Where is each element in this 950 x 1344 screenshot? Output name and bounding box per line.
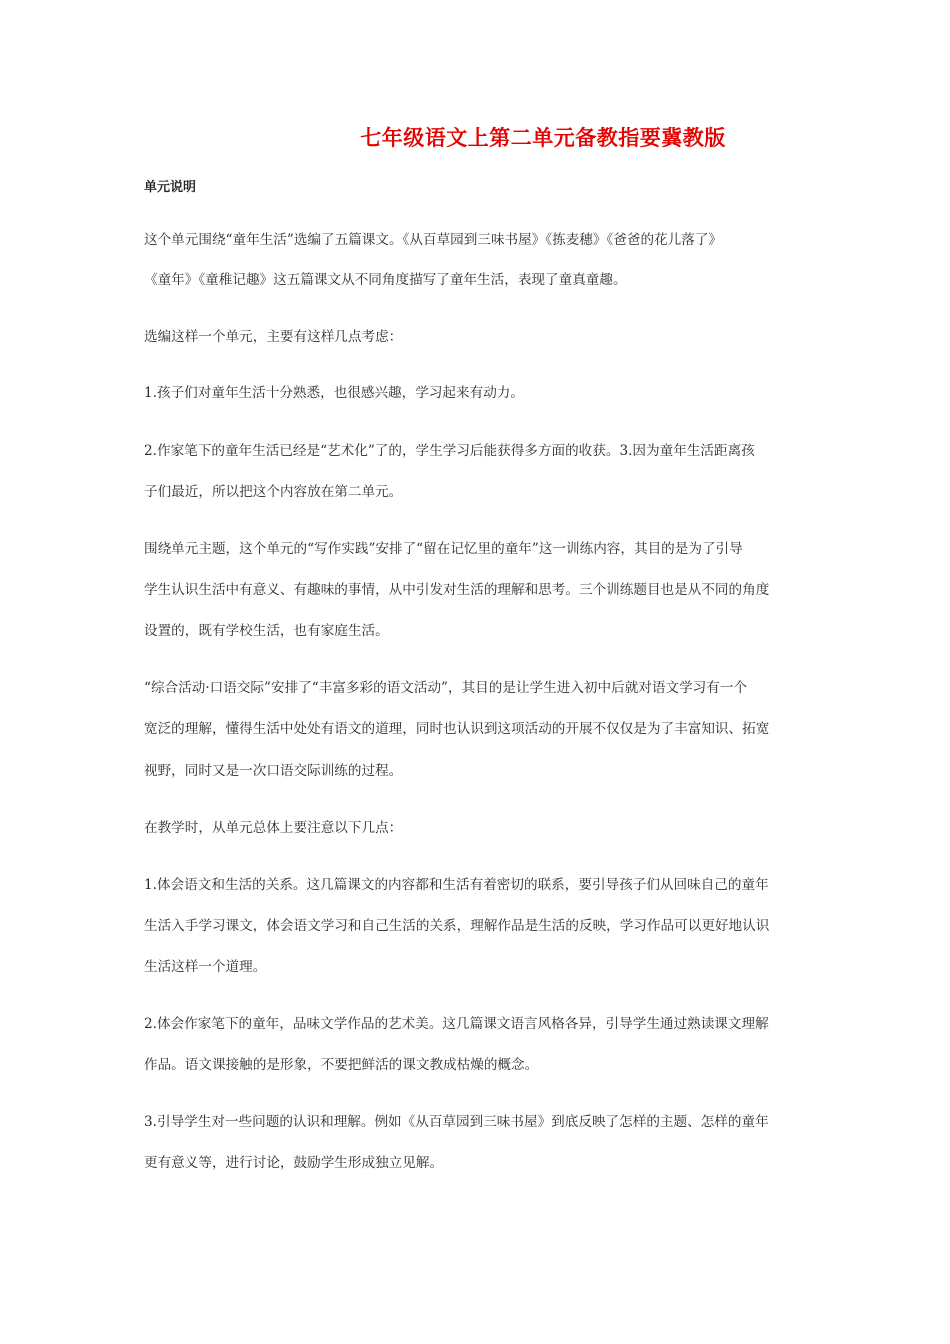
paragraph-line: 更有意义等，进行讨论，鼓励学生形成独立见解。	[144, 1155, 444, 1171]
paragraph-line: 在教学时，从单元总体上要注意以下几点：	[144, 820, 403, 836]
paragraph-line: 选编这样一个单元，主要有这样几点考虑：	[144, 329, 403, 345]
paragraph-line: 子们最近，所以把这个内容放在第二单元。	[144, 484, 403, 500]
paragraph-line: 宽泛的理解，懂得生活中处处有语文的道理，同时也认识到这项活动的开展不仅仅是为了丰富知识、拓宽	[144, 721, 770, 737]
paragraph-line: 生活这样一个道理。	[144, 959, 267, 975]
paragraph-line: 这个单元围绕“童年生活”选编了五篇课文。《从百草园到三味书屋》《拣麦穗》《爸爸的花儿落了》	[144, 232, 723, 248]
paragraph-line: 2.体会作家笔下的童年，品味文学作品的艺术美。这几篇课文语言风格各异，引导学生通过熟读课文理解	[144, 1016, 769, 1032]
paragraph-line: 《童年》《童稚记趣》这五篇课文从不同角度描写了童年生活，表现了童真童趣。	[144, 272, 627, 288]
paragraph-line: 2.作家笔下的童年生活已经是“艺术化”了的，学生学习后能获得多方面的收获。3.因为童年生活距离孩	[144, 443, 755, 459]
paragraph-line: “综合活动·口语交际”安排了“丰富多彩的语文活动”，其目的是让学生进入初中后就对语文学习有一个	[144, 680, 748, 696]
paragraph-line: 视野，同时又是一次口语交际训练的过程。	[144, 763, 403, 779]
paragraph-line: 设置的，既有学校生活，也有家庭生活。	[144, 623, 389, 639]
paragraph-line: 生活入手学习课文，体会语文学习和自己生活的关系，理解作品是生活的反映，学习作品可以更好地认识	[144, 918, 770, 934]
paragraph-line: 学生认识生活中有意义、有趣味的事情，从中引发对生活的理解和思考。三个训练题目也是从不同的角度	[144, 582, 770, 598]
section-heading: 单元说明	[144, 180, 197, 195]
paragraph-line: 1.体会语文和生活的关系。这几篇课文的内容都和生活有着密切的联系，要引导孩子们从回味自己的童年	[144, 877, 769, 893]
paragraph-line: 3.引导学生对一些问题的认识和理解。例如《从百草园到三味书屋》到底反映了怎样的主题、怎样的童年	[144, 1114, 769, 1130]
paragraph-line: 1.孩子们对童年生活十分熟悉，也很感兴趣，学习起来有动力。	[144, 385, 524, 401]
document-title: 七年级语文上第二单元备教指要冀教版	[360, 126, 726, 150]
paragraph-line: 围绕单元主题，这个单元的“写作实践”安排了“留在记忆里的童年”这一训练内容，其目的是为了引导	[144, 541, 743, 557]
paragraph-line: 作品。语文课接触的是形象，不要把鲜活的课文教成枯燥的概念。	[144, 1057, 539, 1073]
